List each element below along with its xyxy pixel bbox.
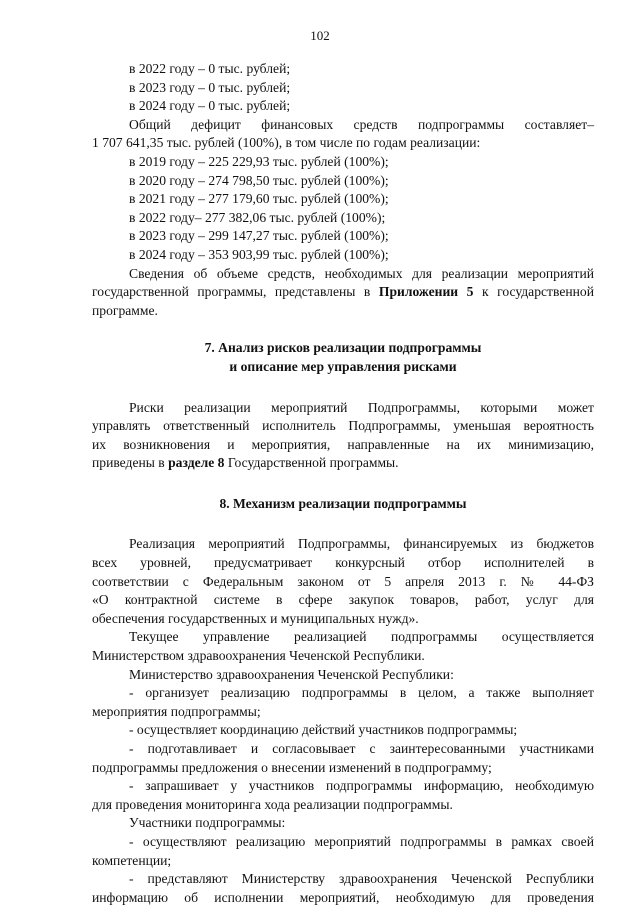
participants-item-line: компетенции; bbox=[92, 852, 172, 868]
info-paragraph-line: Сведения об объеме средств, необходимых для реализации мероприятий bbox=[129, 265, 594, 281]
section-7-text: Государственной программы. bbox=[224, 455, 399, 471]
deficit-total-line: Общий дефицит финансовых средств подпрограммы составляет– bbox=[129, 116, 594, 132]
section-8-title: 8. Механизм реализации подпрограммы bbox=[219, 495, 467, 511]
section-7-paragraph-line: управлять ответственный исполнитель Подпрограммы, уменьшая вероятность bbox=[92, 418, 594, 434]
ministry-item-line: - запрашивает у участников подпрограммы информацию, необходимую bbox=[129, 778, 594, 794]
section-7-text: приведены в bbox=[92, 455, 169, 471]
section-8-paragraph-line: Реализация мероприятий Подпрограммы, финансируемых из бюджетов bbox=[129, 536, 594, 552]
section-8-paragraph-line: всех уровней, предусматривает конкурсный отбор исполнителей в bbox=[92, 555, 594, 571]
deficit-year-line: в 2020 году – 274 798,50 тыс. рублей (100%); bbox=[129, 172, 389, 188]
participants-item-line: - осуществляют реализацию мероприятий подпрограммы в рамках своей bbox=[129, 833, 594, 849]
document-body bbox=[92, 60, 594, 907]
participants-intro: Участники подпрограммы: bbox=[129, 815, 286, 831]
section-8-paragraph-line: соответствии с Федеральным законом от 5 апреля 2013 г. № 44-ФЗ bbox=[92, 573, 594, 589]
section-7-title-line: и описание мер управления рисками bbox=[229, 358, 457, 374]
participants-item-line: информацию об исполнении мероприятий, необходимую для проведения bbox=[92, 889, 594, 905]
deficit-year-line: в 2024 году – 353 903,99 тыс. рублей (100%); bbox=[129, 246, 389, 262]
deficit-year-line: в 2023 году – 0 тыс. рублей; bbox=[129, 79, 291, 95]
info-text: к государственной bbox=[473, 284, 594, 300]
section-8-heading bbox=[92, 495, 594, 514]
section-8-paragraph-line: Текущее управление реализацией подпрограммы осуществляется bbox=[129, 629, 594, 645]
deficit-year-line: в 2019 году – 225 229,93 тыс. рублей (100%); bbox=[129, 153, 389, 169]
info-text: государственной программы, представлены в bbox=[92, 284, 379, 300]
section-8-paragraph-line: обеспечения государственных и муниципальных нужд». bbox=[92, 610, 419, 626]
ministry-item-line: - организует реализацию подпрограммы в целом, а также выполняет bbox=[129, 685, 594, 701]
ministry-item-line: для проведения мониторинга хода реализации подпрограммы. bbox=[92, 796, 453, 812]
section-reference: разделе 8 bbox=[168, 455, 225, 471]
deficit-year-line: в 2022 году – 0 тыс. рублей; bbox=[129, 61, 291, 76]
ministry-item-line: подпрограммы предложения о внесении изменений в подпрограмму; bbox=[92, 759, 492, 775]
deficit-year-line: в 2024 году – 0 тыс. рублей; bbox=[129, 98, 291, 114]
ministry-intro: Министерство здравоохранения Чеченской Республики: bbox=[129, 666, 454, 682]
ministry-item-line: - осуществляет координацию действий участников подпрограммы; bbox=[129, 722, 518, 738]
ministry-item-line: мероприятия подпрограммы; bbox=[92, 703, 261, 719]
section-7-heading bbox=[92, 339, 594, 376]
info-paragraph-line bbox=[92, 283, 594, 302]
section-7-paragraph-line: их возникновения и мероприятия, направленные на их минимизацию, bbox=[92, 436, 594, 452]
page-number: 102 bbox=[310, 28, 330, 43]
section-7-paragraph-line: Риски реализации мероприятий Подпрограммы, которыми может bbox=[129, 399, 594, 415]
section-8-paragraph-line: Министерством здравоохранения Чеченской Республики. bbox=[92, 648, 425, 664]
participants-item-line: - представляют Министерству здравоохранения Чеченской Республики bbox=[129, 871, 594, 887]
ministry-item-line: - подготавливает и согласовывает с заинтересованными участниками bbox=[129, 741, 594, 756]
section-8-paragraph-line: «О контрактной системе в сфере закупок товаров, работ, услуг для bbox=[92, 592, 594, 608]
appendix-reference: Приложении 5 bbox=[378, 284, 474, 300]
deficit-year-line: в 2022 году– 277 382,06 тыс. рублей (100%); bbox=[129, 209, 386, 225]
deficit-total-line: 1 707 641,35 тыс. рублей (100%), в том числе по годам реализации: bbox=[92, 135, 481, 151]
section-7-paragraph-line bbox=[92, 454, 594, 473]
info-paragraph-line: программе. bbox=[92, 302, 158, 318]
section-7-title-line: 7. Анализ рисков реализации подпрограммы bbox=[204, 340, 482, 356]
deficit-year-line: в 2023 году – 299 147,27 тыс. рублей (100%); bbox=[129, 228, 389, 244]
deficit-year-line: в 2021 году – 277 179,60 тыс. рублей (100%); bbox=[129, 191, 389, 207]
